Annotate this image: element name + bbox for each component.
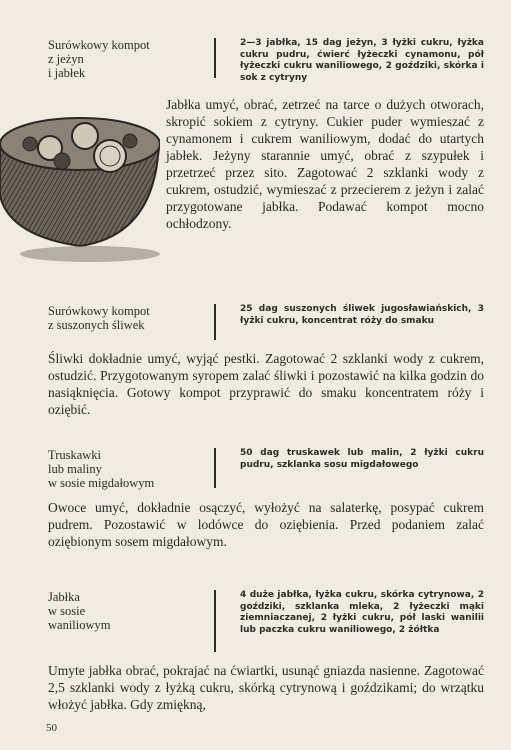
recipe-title: Jabłka w sosie waniliowym: [48, 590, 111, 632]
recipe-instructions: Śliwki dokładnie umyć, wyjąć pestki. Zagotować 2 szklanki wody z cukrem, ostudzić. Przygotowanym syropem zalać śliwki i pozostawić na kilka godzin do nasiąknięcia. Gotowy kompot przyprawić do smaku koncentratem róży i oziębić.: [48, 351, 484, 417]
recipe-title: Truskawki lub maliny w sosie migdałowym: [48, 448, 155, 490]
recipe-instructions: Umyte jabłka obrać, pokrajać na ćwiartki, usunąć gniazda nasienne. Zagotować 2,5 szklanki wody z łyżką cukru, skórką cytrynową i goździkami; do wrzątku włożyć jabłka. Gdy zmiękną,: [48, 663, 484, 712]
bowl-with-fruit-icon: [0, 86, 160, 266]
divider: [214, 590, 216, 652]
recipe-instructions: Jabłka umyć, obrać, zetrzeć na tarce o dużych otworach, skropić sokiem z cytryny. Cukier puder wymieszać z cynamonem i cukrem waniliowym, dodać do utartych jabłek. Jeżyny starannie umyć, obrać z szypułek i przetrzeć przez sito. Zagotować 2 szklanki wody z cukrem, ostudzić, wymieszać z przecierem z jeżyn i zalać przygotowane jabłka. Podawać kompot mocno ochłodzony.: [166, 97, 484, 231]
divider: [214, 38, 216, 78]
ingredients-list: 4 duże jabłka, łyżka cukru, skórka cytrynowa, 2 goździki, szklanka mleka, 2 łyżeczki mąki ziemniaczanej, 2 łyżki cukru, pół laski wanilii lub paczka cukru waniliowego, 2 żółtka: [240, 590, 484, 635]
ingredients-list: 2—3 jabłka, 15 dag jeżyn, 3 łyżki cukru, łyżka cukru pudru, ćwierć łyżeczki cynamonu, pół łyżeczki cukru waniliowego, 2 goździki, skórka i sok z cytryny: [240, 38, 484, 83]
ingredients-list: 25 dag suszonych śliwek jugosławiańskich, 3 łyżki cukru, koncentrat róży do smaku: [240, 304, 484, 326]
divider: [214, 448, 216, 488]
recipe-title: Surówkowy kompot z suszonych śliwek: [48, 304, 150, 332]
recipe-instructions: Owoce umyć, dokładnie osączyć, wyłożyć na salaterkę, posypać cukrem pudrem. Pozostawić w lodówce do oziębienia. Przed podaniem zalać oziębionym sosem migdałowym.: [48, 500, 484, 549]
divider: [214, 304, 216, 340]
recipe-title: Surówkowy kompot z jeżyn i jabłek: [48, 38, 150, 80]
page-number: 50: [46, 722, 57, 734]
ingredients-list: 50 dag truskawek lub malin, 2 łyżki cukru pudru, szklanka sosu migdałowego: [240, 448, 484, 470]
